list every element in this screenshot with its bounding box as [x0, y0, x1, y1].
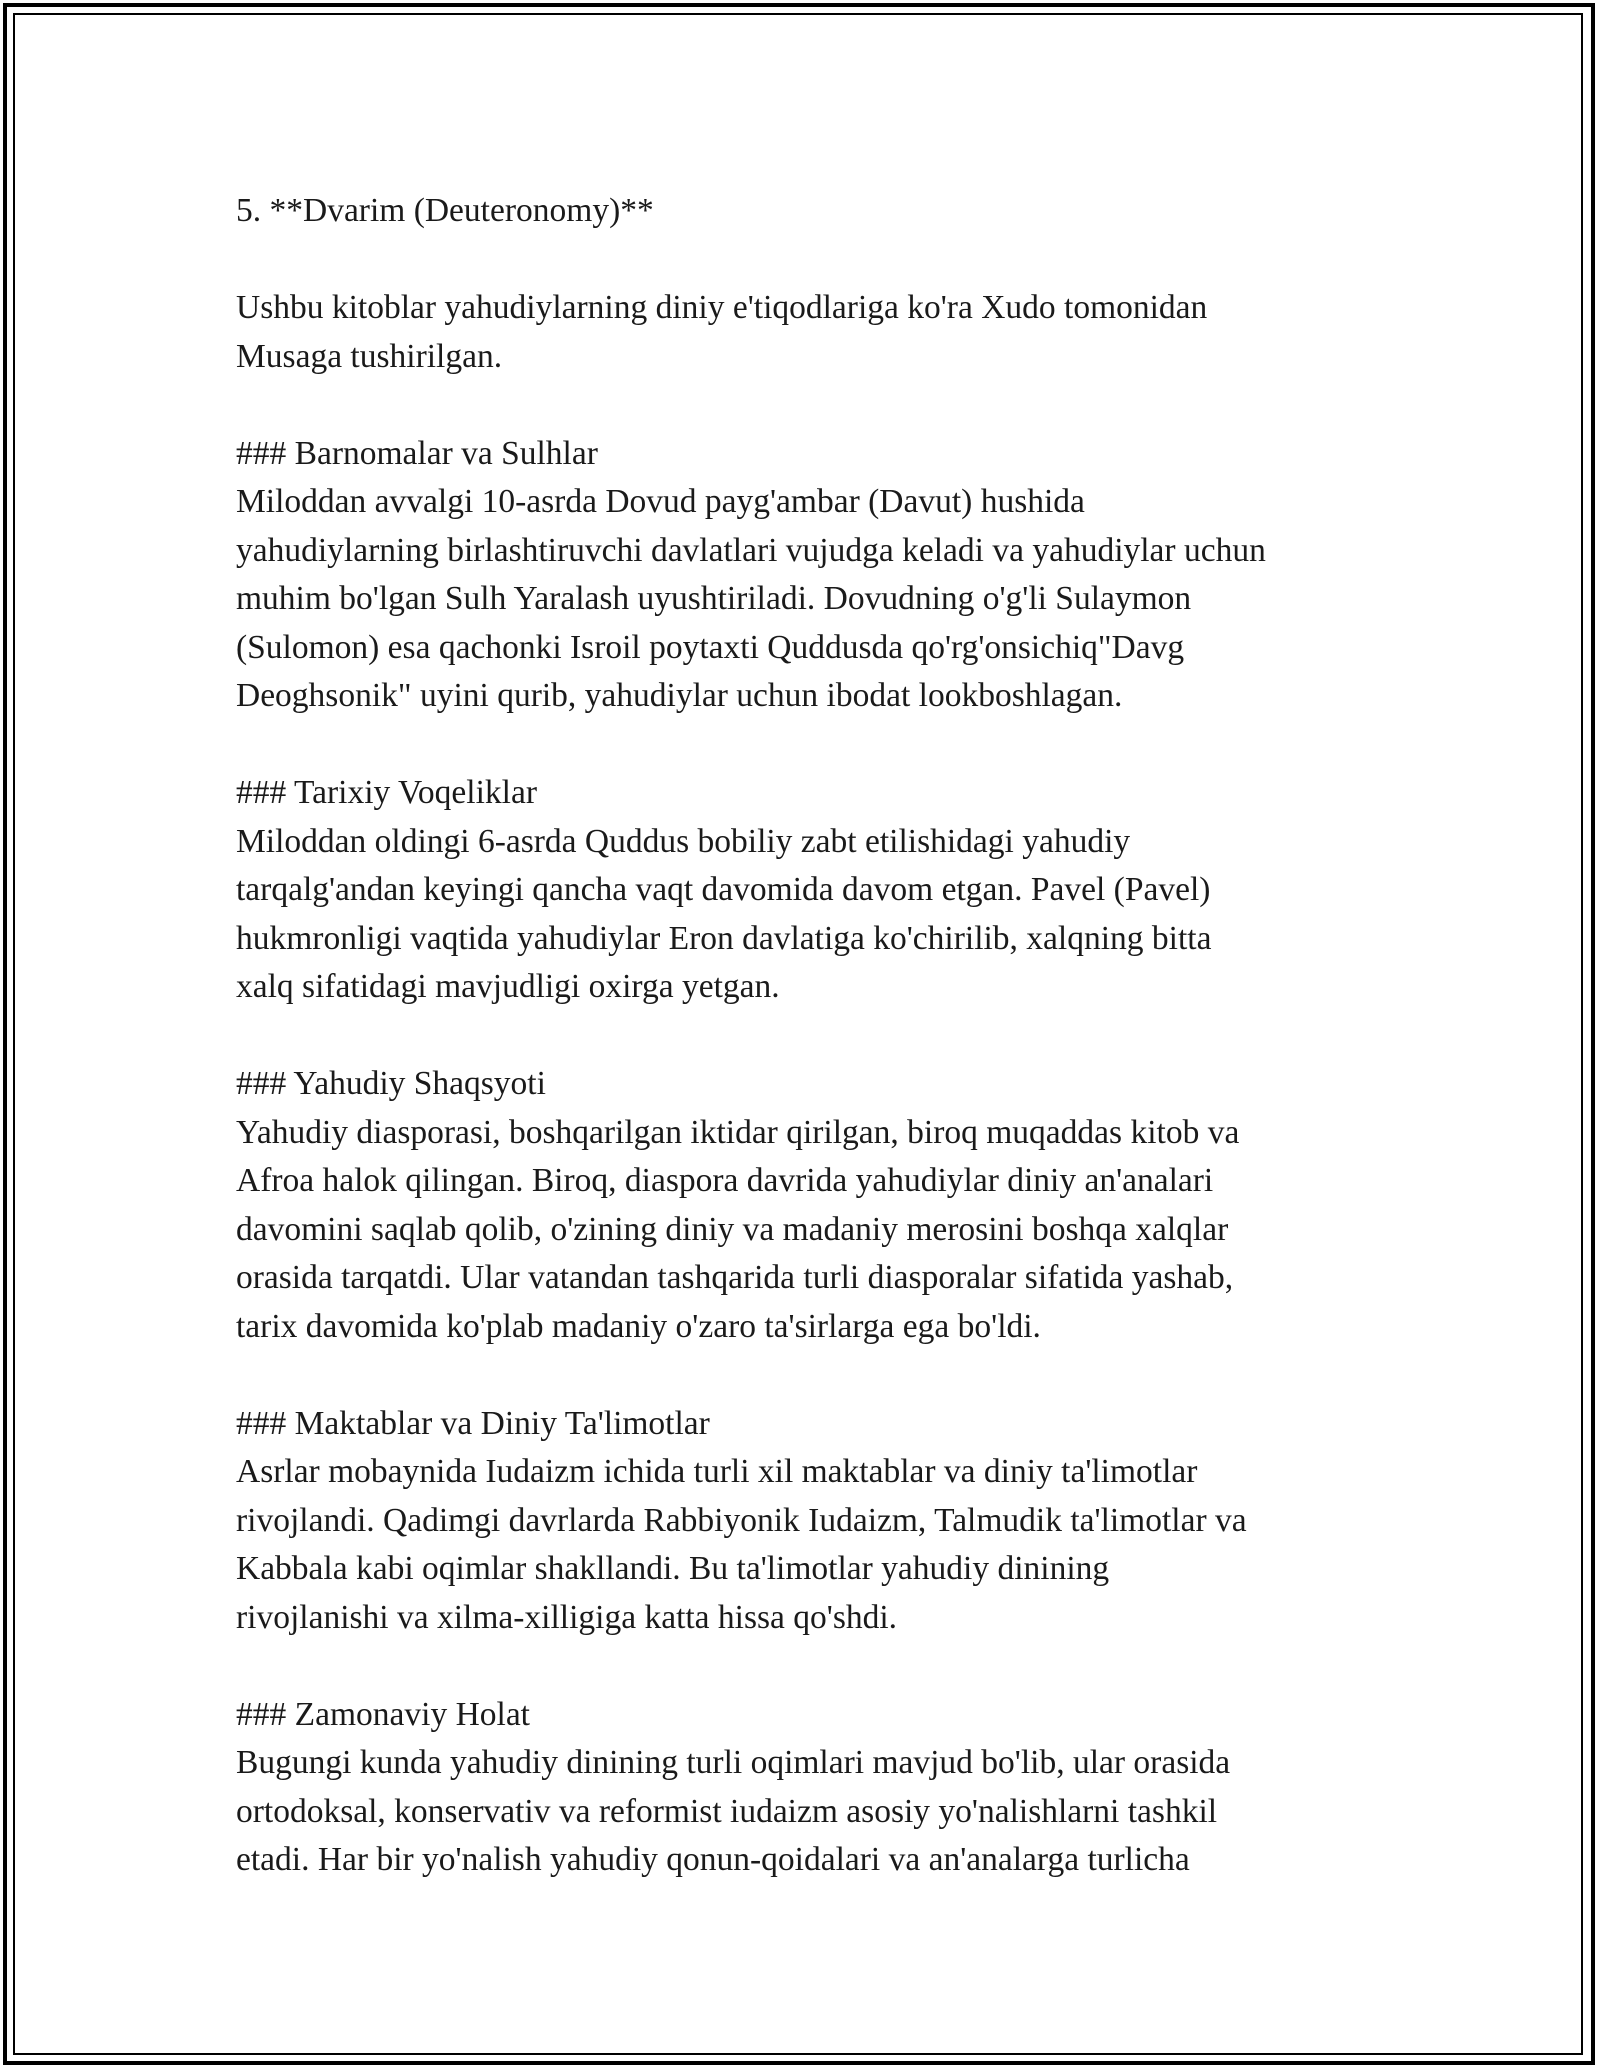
section-body-barnomalar: Miloddan avvalgi 10-asrda Dovud payg'ambar (Davut) hushida yahudiylarning birlashtiruvchi davlatlari vujudga keladi va yahudiylar uchun muhim bo'lgan Sulh Yaralash uyushtiriladi. Dovudning o'g'li Sulaymon (Sulomon) esa qachonki Isroil poytaxti Quddusda qo'rg'onsichiq"Davg Deoghsonik" uyini qurib, yahudiylar uchun ibodat lookboshlagan.	[236, 483, 1266, 714]
section-body-maktablar: Asrlar mobaynida Iudaizm ichida turli xil maktablar va diniy ta'limotlar rivojlandi. Qadimgi davrlarda Rabbiyonik Iudaizm, Talmudik ta'limotlar va Kabbala kabi oqimlar shakllandi. Bu ta'limotlar yahudiy dinining rivojlanishi va xilma-xilligiga katta hissa qo'shdi.	[236, 1453, 1247, 1636]
section-heading-shaqsyoti: ### Yahudiy Shaqsyoti	[236, 1065, 546, 1102]
intro-paragraph: Ushbu kitoblar yahudiylarning diniy e'tiqodlariga ko'ra Xudo tomonidan Musaga tushirilgan.	[236, 289, 1208, 375]
spacer	[236, 381, 1376, 430]
section-body-zamonaviy: Bugungi kunda yahudiy dinining turli oqimlari mavjud bo'lib, ular orasida ortodoksal, konservativ va reformist iudaizm asosiy yo'nalishlarni tashkil etadi. Har bir yo'nalish yahudiy qonun-qoidalari va an'analarga turlicha	[236, 1744, 1231, 1878]
spacer	[236, 721, 1376, 770]
spacer	[236, 1642, 1376, 1691]
document-title-line: 5. **Dvarim (Deuteronomy)**	[236, 192, 654, 229]
section-heading-maktablar: ### Maktablar va Diniy Ta'limotlar	[236, 1404, 710, 1442]
section-heading-tarixiy: ### Tarixiy Voqeliklar	[236, 774, 537, 811]
document-body	[236, 187, 1376, 1885]
section-body-shaqsyoti: Yahudiy diasporasi, boshqarilgan iktidar qirilgan, biroq muqaddas kitob va Afroa halok qilingan. Biroq, diaspora davrida yahudiylar diniy an'analari davomini saqlab qolib, o'zining diniy va madaniy merosini boshqa xalqlar orasida tarqatdi. Ular vatandan tashqarida turli diasporalar sifatida yashab, tarix davomida ko'plab madaniy o'zaro ta'sirlarga ega bo'ldi.	[236, 1113, 1240, 1345]
section-body-tarixiy: Miloddan oldingi 6-asrda Quddus bobiliy zabt etilishidagi yahudiy tarqalg'andan keyingi qancha vaqt davomida davom etgan. Pavel (Pavel) hukmronligi vaqtida yahudiylar Eron davlatiga ko'chirilib, xalqning bitta xalq sifatidagi mavjudligi oxirga yetgan.	[236, 822, 1212, 1005]
spacer	[236, 1012, 1376, 1061]
section-heading-barnomalar: ### Barnomalar va Sulhlar	[236, 434, 598, 472]
section-heading-zamonaviy: ### Zamonaviy Holat	[236, 1695, 530, 1733]
spacer	[236, 236, 1376, 285]
spacer	[236, 1351, 1376, 1400]
